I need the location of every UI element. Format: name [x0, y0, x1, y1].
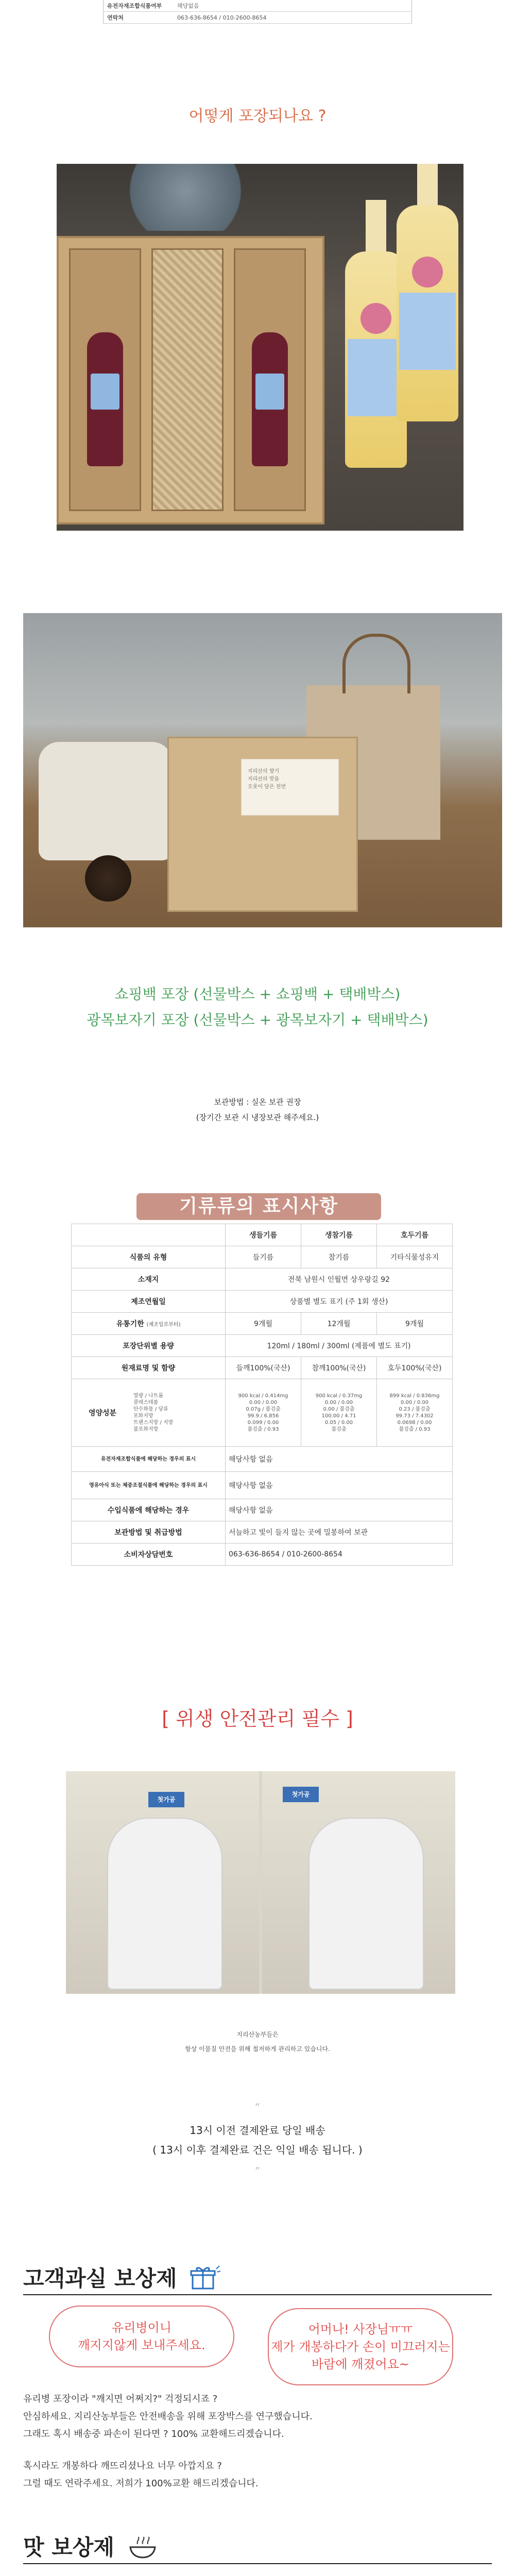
table-cell: 상품별 별도 표기 (주 1회 생산) — [226, 1291, 453, 1313]
shopping-bag-photo — [23, 613, 502, 927]
quote-close-icon: ” — [254, 2165, 261, 2177]
row-label: 제조연월일 — [72, 1291, 226, 1313]
packaging-caption: 광목보자기 포장 (선물박스 + 광목보자기 + 택배박스) — [87, 1011, 428, 1028]
nutrition-values: 900 kcal / 0.414mg 0.00 / 0.00 0.07g / 불검출 99.9 / 6.856 0.099 / 0.00 불검출 / 0.93 — [226, 1379, 301, 1447]
packaging-caption: 쇼핑백 포장 (선물박스 + 쇼핑백 + 택배박스) — [114, 986, 401, 1003]
table-cell: 기타식물성유지 — [377, 1246, 453, 1268]
bowl-icon — [127, 2534, 158, 2565]
delivery-line: 13시 이전 결제완료 당일 배송 — [190, 2124, 325, 2137]
speech-bubble-left — [49, 2306, 234, 2367]
row-label: 수입식품에 해당하는 경우 — [72, 1499, 226, 1521]
row-label: 유전자재조합식품에 해당하는 경우의 표시 — [72, 1447, 226, 1472]
table-cell: 063-636-8654 / 010-2600-8654 — [226, 1544, 453, 1566]
table-row — [72, 1224, 453, 1246]
delivery-note: ( 13시 이후 결제완료 건은 익일 배송 됩니다. ) — [152, 2144, 363, 2156]
table-cell: 참깨100%(국산) — [301, 1357, 377, 1379]
paragraph-line: 혹시라도 개봉하다 깨뜨리셨나요 너무 아깝지요 ? — [23, 2461, 222, 2471]
gift-box-shape — [57, 236, 324, 524]
cloth-wrap-shape — [39, 742, 173, 860]
row-label: 원재료명 및 함량 — [72, 1357, 226, 1379]
safety-title: [ 위생 안전관리 필수 ] — [162, 1707, 353, 1730]
table-cell: 참기름 — [301, 1246, 377, 1268]
table-row — [72, 1335, 453, 1357]
row-label: 포장단위별 용량 — [72, 1335, 226, 1357]
table-key: 유전자재조합식품여부 — [103, 0, 173, 12]
table-key: 연락처 — [103, 12, 173, 24]
worker-shape — [107, 1818, 222, 1990]
photo-panel — [66, 1771, 259, 1994]
table-row — [72, 1357, 453, 1379]
glass-jar-shape — [118, 164, 252, 231]
storage-method: 보관방법 : 실온 보관 권장 — [214, 1097, 301, 1107]
table-corner — [72, 1224, 226, 1246]
nutrition-values: 900 kcal / 0.37mg 0.00 / 0.00 0.00 / 불검출 100.00 / 4.71 0.05 / 0.00 불검출 — [301, 1379, 377, 1447]
table-row — [72, 1313, 453, 1335]
table-cell: 들깨100%(국산) — [226, 1357, 301, 1379]
table-row — [72, 1521, 453, 1544]
table-cell: 호두100%(국산) — [377, 1357, 453, 1379]
taste-title — [23, 2531, 158, 2565]
table-row — [72, 1268, 453, 1291]
bag-handle-shape — [342, 634, 410, 693]
table-row — [72, 1291, 453, 1313]
compensation-paragraph — [23, 2458, 492, 2493]
row-label-text: 유통기한 — [116, 1320, 144, 1328]
kraft-wrap-slot — [151, 248, 224, 511]
box-slot — [69, 248, 141, 511]
paragraph-line: 유리병 포장이라 "깨지면 어쩌지?" 걱정되시죠 ? — [23, 2394, 218, 2404]
paragraph-line: 그래도 혹시 배송중 파손이 된다면 ? 100% 교환해드리겠습니다. — [23, 2429, 284, 2439]
column-header: 호두기름 — [377, 1224, 453, 1246]
packaging-title: 어떻게 포장되나요 ? — [188, 107, 327, 125]
table-cell: 서늘하고 빛이 들지 않는 곳에 밀봉하여 보관 — [226, 1521, 453, 1544]
table-cell: 해당사항 없음 — [226, 1447, 453, 1472]
table-row — [103, 0, 412, 12]
compensation-title — [23, 2262, 220, 2296]
gift-box-photo — [57, 164, 464, 531]
section-divider — [23, 2563, 492, 2564]
table-cell: 들기름 — [226, 1246, 301, 1268]
table-cell: 9개월 — [377, 1313, 453, 1335]
pinecone-shape — [85, 855, 131, 902]
bottle-label-shape — [348, 339, 404, 416]
quote-open-icon: “ — [254, 2101, 261, 2113]
table-row — [72, 1544, 453, 1566]
bottle-label-shape — [91, 374, 119, 410]
compensation-title-text: 고객과실 보상제 — [23, 2266, 177, 2291]
worker-shape — [308, 1818, 424, 1990]
section-divider — [23, 2294, 492, 2295]
box-card — [241, 759, 339, 816]
bubble-line: 어머나! 사장님ㅠㅠ — [308, 2322, 413, 2336]
table-cell: 120ml / 180ml / 300ml (제품에 별도 표기) — [226, 1335, 453, 1357]
safety-caption: 지리산농부들은 — [236, 2031, 279, 2038]
table-cell: 해당사항 없음 — [226, 1499, 453, 1521]
box-card-line: 오롯이 담은 천연 — [248, 784, 286, 790]
table-value: 063-636-8654 / 010-2600-8654 — [173, 12, 412, 24]
bubble-line: 유리병이니 — [112, 2320, 171, 2335]
taste-title-text: 맛 보상제 — [23, 2535, 114, 2560]
bubble-line: 제가 개봉하다가 손이 미끄러지는 — [271, 2340, 450, 2354]
seal-shape — [360, 303, 391, 334]
column-header: 생참기름 — [301, 1224, 377, 1246]
table-cell: 9개월 — [226, 1313, 301, 1335]
row-label — [72, 1313, 226, 1335]
row-label — [72, 1379, 226, 1447]
paragraph-line: 그럴 때도 연락주세요. 저희가 100%교환 해드리겠습니다. — [23, 2478, 259, 2489]
bottle-shape — [252, 332, 288, 466]
box-slot — [234, 248, 306, 511]
gift-box-shape — [167, 737, 358, 912]
gift-icon — [190, 2265, 220, 2296]
storage-note: (장기간 보관 시 냉장보관 해주세요.) — [196, 1113, 319, 1122]
table-row — [103, 12, 412, 24]
seal-shape — [412, 257, 443, 287]
bottle-label-shape — [399, 293, 456, 370]
bubble-line: 바람에 깨졌어요~ — [311, 2357, 410, 2371]
table-cell: 전북 남원시 인월면 상우랑길 92 — [226, 1268, 453, 1291]
bottle-shape — [87, 332, 123, 466]
nutrition-items: 열량 / 나트륨 콜레스테롤 탄수화물 / 당류 포화지방 트랜스지방 / 지방 불포화지방 — [133, 1393, 174, 1432]
info-table-title: 기류류의 표시사항 — [136, 1193, 381, 1220]
compensation-paragraph — [23, 2391, 492, 2443]
table-row — [72, 1499, 453, 1521]
row-label: 식품의 유형 — [72, 1246, 226, 1268]
row-label: 소재지 — [72, 1268, 226, 1291]
table-cell: 해당사항 없음 — [226, 1472, 453, 1499]
column-header: 생들기름 — [226, 1224, 301, 1246]
paragraph-line: 안심하세요. 지리산농부들은 안전배송을 위해 포장박스를 연구했습니다. — [23, 2411, 313, 2422]
speech-bubble-right — [268, 2308, 453, 2385]
nutrition-label: 영양성분 — [88, 1409, 117, 1417]
row-label: 소비자상담번호 — [72, 1544, 226, 1566]
door-label: 첫가공 — [148, 1792, 184, 1807]
box-card-line: 지리산의 맛을 — [248, 776, 280, 782]
table-row — [72, 1246, 453, 1268]
nutrition-values: 899 kcal / 0.836mg 0.00 / 0.00 0.23 / 불검출 99.73 / 7.4302 0.0698 / 0.00 불검출 / 0.93 — [377, 1379, 453, 1447]
table-row — [72, 1379, 453, 1447]
nutrition-info-table — [71, 1224, 453, 1566]
top-info-table — [103, 0, 412, 24]
bottle-label-shape — [255, 374, 284, 410]
table-cell: 12개월 — [301, 1313, 377, 1335]
table-value: 해당없음 — [173, 0, 412, 12]
door-label: 첫가공 — [283, 1787, 319, 1802]
row-label: 영유아식 또는 체중조절식품에 해당하는 경우의 표시 — [72, 1472, 226, 1499]
bubble-line: 깨지지않게 보내주세요. — [78, 2338, 205, 2352]
photo-panel — [262, 1771, 455, 1994]
table-row — [72, 1472, 453, 1499]
safety-caption: 항상 이물질 안전을 위해 철저하게 관리하고 있습니다. — [185, 2045, 330, 2053]
hygiene-photo — [66, 1771, 455, 1994]
row-label-note: (제조일로부터) — [146, 1322, 181, 1328]
row-label: 보관방법 및 취급방법 — [72, 1521, 226, 1544]
box-card-line: 지리산의 향기 — [248, 769, 280, 774]
table-row — [72, 1447, 453, 1472]
